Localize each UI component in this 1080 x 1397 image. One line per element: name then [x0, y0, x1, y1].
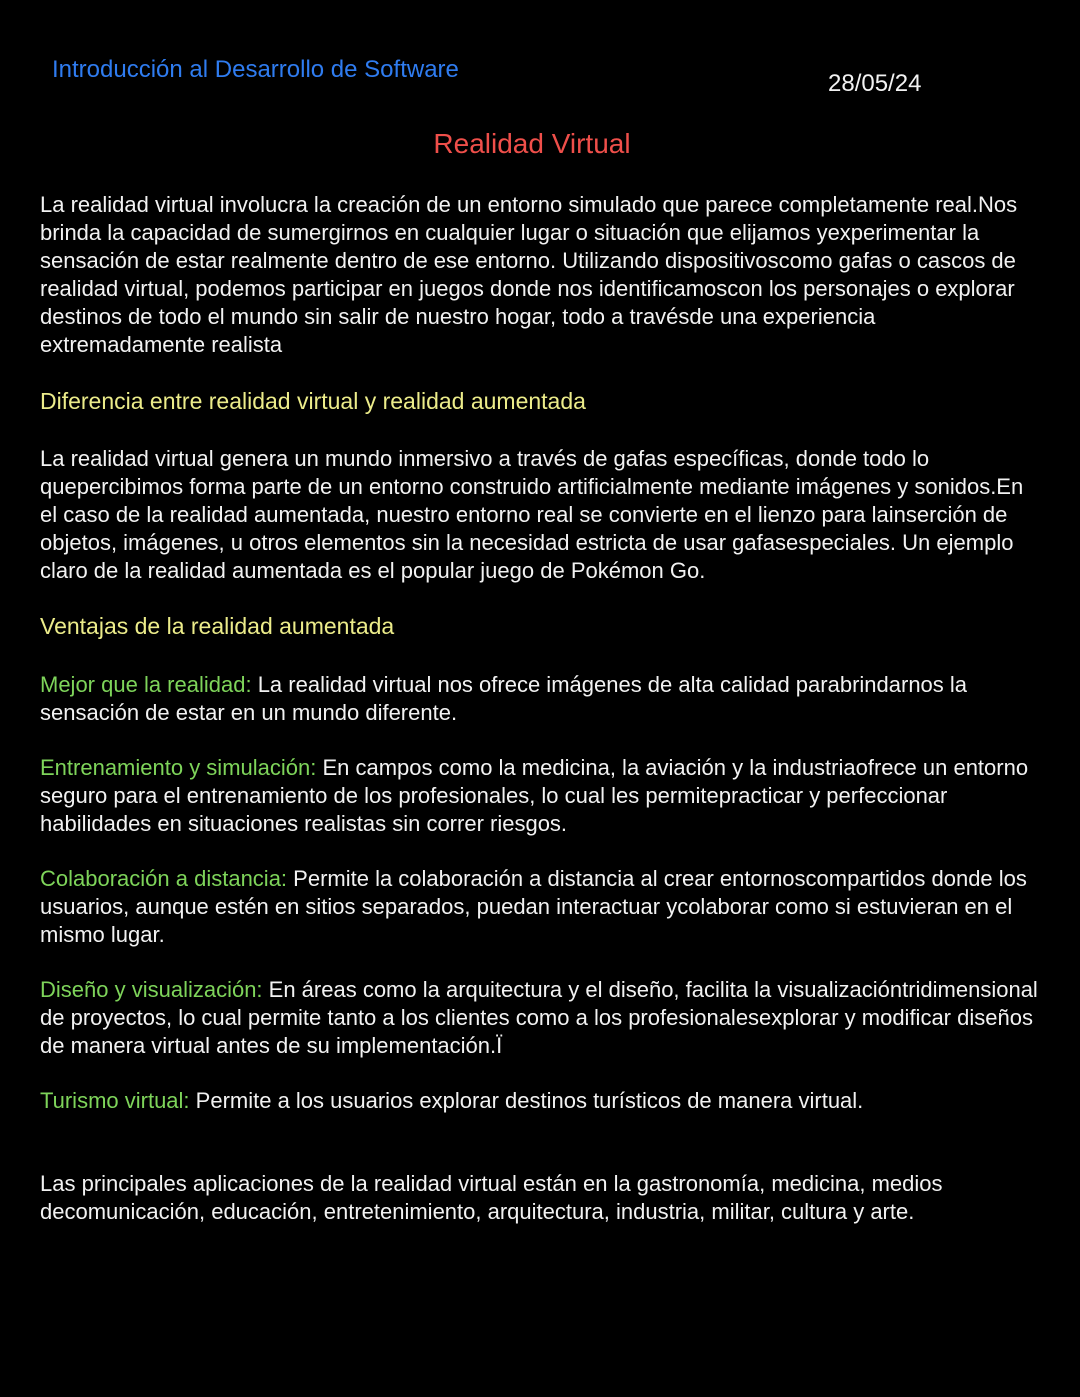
advantage-label: Colaboración a distancia:: [40, 866, 288, 891]
advantage-item: [40, 1087, 1042, 1115]
difference-paragraph: La realidad virtual genera un mundo inmersivo a través de gafas específicas, donde todo lo quepercibimos forma parte de un entorno construido artificialmente mediante imágenes y sonidos.En el caso de la realidad aumentada, nuestro entorno real se convierte en el lienzo para lainserción de objetos, imágenes, u otros elementos sin la necesidad estricta de usar gafasespeciales. Un ejemplo claro de la realidad aumentada es el popular juego de Pokémon Go.: [40, 446, 1024, 583]
advantage-label: Turismo virtual:: [40, 1088, 190, 1113]
document-body: [40, 191, 1042, 1226]
advantage-text: En campos como la medicina, la aviación y la industriaofrece un entorno seguro para el entrenamiento de los profesionales, lo cual les permitepracticar y perfeccionar habilidades en situaciones realistas sin correr riesgos.: [40, 755, 1029, 836]
advantage-label: Entrenamiento y simulación:: [40, 755, 317, 780]
advantage-text: Permite la colaboración a distancia al crear entornoscompartidos donde los usuarios, aunque estén en sitios separados, puedan interactuar ycolaborar como si estuvieran en el mismo lugar.: [40, 866, 1027, 947]
advantage-text: La realidad virtual nos ofrece imágenes de alta calidad parabrindarnos la sensación de estar en un mundo diferente.: [40, 672, 968, 725]
document-date: 28/05/24: [828, 70, 922, 97]
page-title: Realidad Virtual: [433, 128, 631, 159]
difference-heading: Diferencia entre realidad virtual y realidad aumentada: [40, 388, 586, 414]
advantage-item: [40, 976, 1042, 1060]
advantage-item: [40, 671, 1042, 727]
advantage-label: Diseño y visualización:: [40, 977, 263, 1002]
advantage-item: [40, 865, 1042, 949]
closing-paragraph: Las principales aplicaciones de la realidad virtual están en la gastronomía, medicina, medios decomunicación, educación, entretenimiento, arquitectura, industria, militar, cultura y arte.: [40, 1171, 943, 1224]
advantage-label: Mejor que la realidad:: [40, 672, 252, 697]
advantage-text: En áreas como la arquitectura y el diseño, facilita la visualizacióntridimensional de proyectos, lo cual permite tanto a los clientes como a los profesionalesexplorar y modificar diseños de manera virtual antes de su implementación.Ï: [40, 977, 1038, 1058]
advantages-heading: Ventajas de la realidad aumentada: [40, 613, 395, 639]
advantage-text: Permite a los usuarios explorar destinos turísticos de manera virtual.: [189, 1088, 864, 1113]
course-title: Introducción al Desarrollo de Software: [52, 56, 459, 83]
advantage-item: [40, 754, 1042, 838]
intro-paragraph: La realidad virtual involucra la creación de un entorno simulado que parece completamente real.Nos brinda la capacidad de sumergirnos en cualquier lugar o situación que elijamos yexperimentar la sensación de estar realmente dentro de ese entorno. Utilizando dispositivoscomo gafas o cascos de realidad virtual, podemos participar en juegos donde nos identificamoscon los personajes o explorar destinos de todo el mundo sin salir de nuestro hogar, todo a travésde una experiencia extremadamente realista: [40, 192, 1018, 357]
